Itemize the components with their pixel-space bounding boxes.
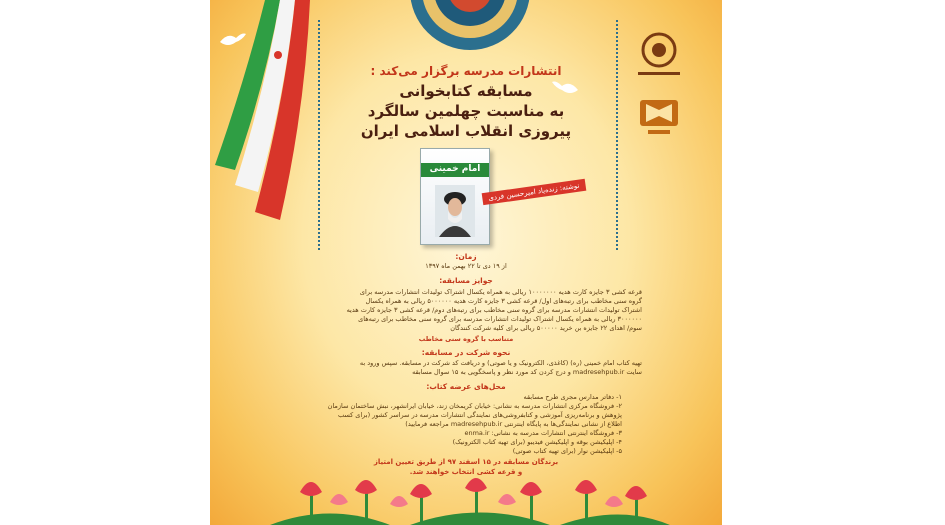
schedule-heading: زمان: (455, 252, 477, 261)
schedule-dates: از ۱۹ دی تا ۲۲ بهمن ماه ۱۳۹۷ (425, 262, 507, 270)
prize-line: سوم/ اهدای ۲۲ جایزه بن خرید ۵۰۰۰۰۰ ریالی برای کلیه شرکت کنندگان (450, 324, 642, 332)
store-item: ۴- اپلیکیشن بوقه و اپلیکیشن فیدیبو (برای تهیه کتاب الکترونیک) (452, 438, 622, 446)
dove-icon (218, 30, 248, 50)
store-item: ۳- فروشگاه اینترنتی انتشارات مدرسه به نشانی: enma.ir (464, 429, 622, 437)
poster (210, 0, 722, 525)
store-item: ۵- اپلیکیشن نوار (برای تهیه کتاب صوتی) (512, 447, 622, 455)
stores-heading: محل‌های عرضه کتاب: (426, 382, 506, 391)
book-cover-title: امام خمینی (429, 164, 481, 174)
author-tag: نوشته: زنده‌یاد امیرحسین فردی (482, 179, 586, 205)
prizes-note: متناسب با گروه سنی مخاطب (418, 335, 514, 343)
mandala-ornament (375, 0, 565, 60)
participation-line: سایت madresehpub.ir و درج کردن کد مورد نظر و پاسخگویی به ۱۵ سوال مسابقه (412, 368, 642, 376)
store-item: پژوهش و برنامه‌ریزی آموزشی و کتابفروشی‌های نمایندگی انتشارات مدرسه در سراسر کشور (برای کسب (337, 411, 622, 419)
store-item: اطلاع از نشانی نمایندگی‌ها به پایگاه اینترنتی madresehpub.ir مراجعه فرمایید) (405, 420, 622, 428)
footer-line-2: و قرعه کشی انتخاب خواهند شد. (409, 468, 523, 476)
prize-line: گروه سنی مخاطب برای رتبه‌های اول/ قرعه کشی ۳ جایزه کارت هدیه ۵۰۰۰۰۰۰ ریالی به همراه یکسال (365, 297, 642, 305)
prizes-heading: جوایز مسابقه: (439, 276, 493, 285)
footer-line-1: برندگان مسابقه در ۱۵ اسفند ۹۷ از طریق تعیین امتیاز (373, 458, 559, 466)
headline-line-1: مسابقه کتابخوانی (399, 82, 533, 100)
participation-heading: نحوه شرکت در مسابقه: (421, 348, 511, 357)
participation-line: تهیه کتاب امام خمینی (ره) (کاغذی، الکترونیک و یا صوتی) و دریافت کد شرکت در مسابقه. سپس ورود به (359, 359, 642, 367)
tulip-flowers (270, 472, 670, 525)
headline-line-3: پیروزی انقلاب اسلامی ایران (360, 122, 572, 140)
presenter-line: انتشارات مدرسه برگزار می‌کند : (370, 64, 562, 78)
store-item: ۱- دفاتر مدارس مجری طرح مسابقه (523, 393, 622, 401)
prize-line: قرعه کشی ۳ جایزه کارت هدیه ۱۰۰۰۰۰۰۰ ریالی به همراه یکسال اشتراک تولیدات انتشارات مدرسه برای (359, 288, 642, 296)
portrait-image (435, 185, 475, 237)
headline-line-2: به مناسبت چهلمین سالگرد (367, 102, 565, 120)
prize-line: اشتراک تولیدات انتشارات مدرسه برای گروه سنی مخاطب برای رتبه‌های دوم/ قرعه کشی ۳ جایزه کارت هدیه (346, 306, 642, 314)
store-item: ۲- فروشگاه مرکزی انتشارات مدرسه به نشانی: خیابان کریمخان زند، خیابان ایرانشهر، نبش ساختمان سازمان (327, 402, 622, 410)
book-cover (420, 148, 490, 245)
prize-line: ۳۰۰۰۰۰۰ ریالی به همراه یکسال اشتراک تولیدات انتشارات مدرسه برای گروه سنی مخاطب برای رتبه‌های (358, 315, 642, 323)
